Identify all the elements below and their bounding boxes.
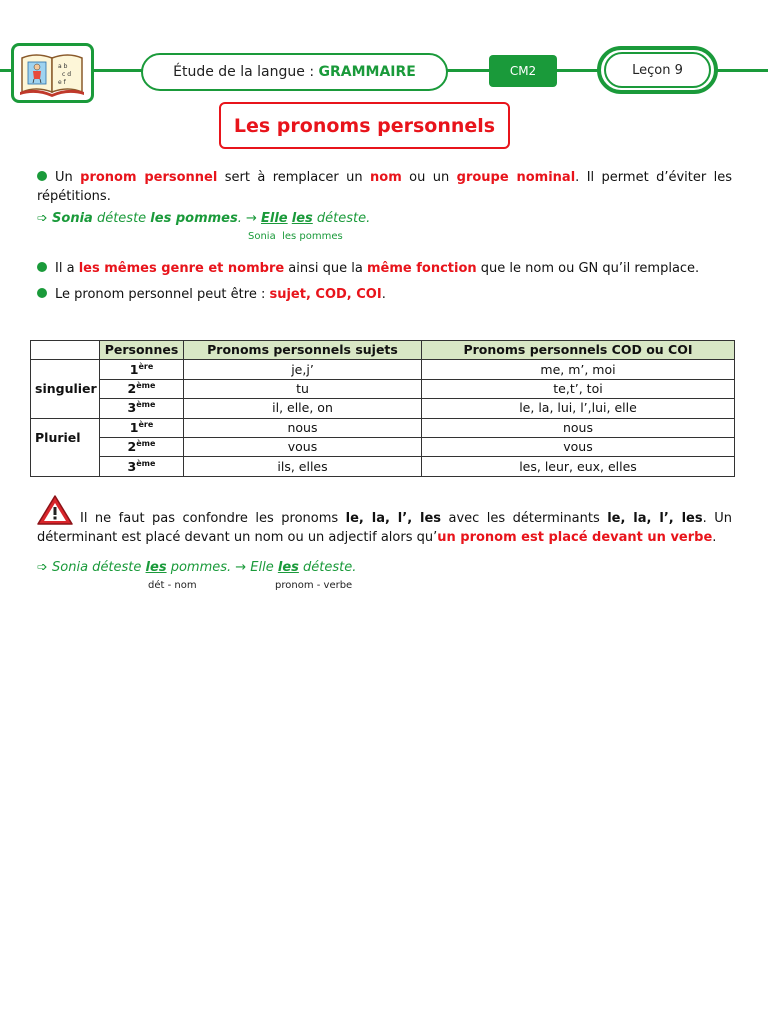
text: . Un déterminant est placé devant un nom ou un adjectif alors qu’: [37, 511, 732, 545]
rule-paragraph-1: [37, 168, 732, 206]
subject-pill: [141, 53, 448, 91]
open-book-icon: [14, 46, 91, 100]
example-2-annotation: pronom - verbe: [275, 580, 353, 591]
text: pommes. → Elle: [166, 560, 278, 575]
table-header: Personnes: [100, 341, 184, 360]
keyword: le, la, l’, les: [345, 511, 442, 526]
keyword: sujet, COD, COI: [269, 287, 382, 302]
example-1-annotation: [248, 231, 343, 242]
example-subject: Sonia: [52, 211, 93, 226]
subject-pronouns: nous: [184, 418, 422, 437]
keyword: groupe nominal: [456, 170, 576, 185]
svg-text:c d: c d: [62, 71, 72, 78]
text: sert à remplacer un: [217, 170, 371, 185]
subject-pronouns: il, elle, on: [184, 399, 422, 418]
object-pronouns: te,t’, toi: [422, 379, 735, 398]
rule-paragraph-3: [37, 285, 386, 304]
table-header-row: [31, 341, 735, 360]
group-label: singulier: [31, 360, 100, 418]
example-1: [37, 211, 370, 226]
text: . Il permet d’éviter les répétitions.: [37, 170, 732, 204]
text: déteste.: [312, 211, 371, 226]
object-pronouns: vous: [422, 437, 735, 456]
person-number: 1ère: [100, 418, 184, 437]
person-number: 1ère: [100, 360, 184, 379]
subject-pronouns: vous: [184, 437, 422, 456]
example-pronoun: Elle: [261, 211, 288, 226]
book-logo: [11, 43, 94, 103]
text: Sonia déteste: [52, 560, 146, 575]
rule-paragraph-2: [37, 259, 699, 278]
object-pronouns: les, leur, eux, elles: [422, 457, 735, 476]
text: ainsi que la: [284, 261, 367, 276]
person-number: 2ème: [100, 437, 184, 456]
text: que le nom ou GN qu’il remplace.: [476, 261, 700, 276]
example-2-annotation: dét - nom: [148, 580, 197, 591]
text: . →: [237, 211, 262, 226]
svg-text:a b: a b: [58, 63, 68, 70]
keyword: nom: [370, 170, 402, 185]
annotation: les pommes: [282, 231, 343, 242]
text: Il a: [55, 261, 79, 276]
warning-paragraph: [37, 509, 732, 547]
person-number: 3ème: [100, 457, 184, 476]
example-determiner: les: [145, 560, 167, 575]
example-pronoun: les: [277, 560, 299, 575]
table-row: [31, 457, 735, 476]
table-row: [31, 399, 735, 418]
page-title: Les pronoms personnels: [219, 102, 510, 149]
subject-pronouns: je,j’: [184, 360, 422, 379]
person-number: 3ème: [100, 399, 184, 418]
example-2: [37, 560, 356, 575]
person-number: 2ème: [100, 379, 184, 398]
example-pronoun: les: [291, 211, 313, 226]
table-header-empty: [31, 341, 100, 360]
subject-pronouns: ils, elles: [184, 457, 422, 476]
text: .: [381, 287, 386, 302]
table-header: Pronoms personnels sujets: [184, 341, 422, 360]
svg-text:e f: e f: [58, 79, 66, 86]
arrow-icon: ➩: [37, 211, 53, 226]
keyword: les mêmes genre et nombre: [78, 261, 285, 276]
arrow-icon: ➩: [37, 560, 53, 575]
lesson-badge: Leçon 9: [604, 52, 711, 88]
bullet-icon: [37, 262, 47, 272]
object-pronouns: nous: [422, 418, 735, 437]
table-row: [31, 379, 735, 398]
annotation: Sonia: [248, 231, 276, 242]
bullet-icon: [37, 288, 47, 298]
example-object: les pommes: [150, 211, 238, 226]
text: Un: [55, 170, 81, 185]
subject-pronouns: tu: [184, 379, 422, 398]
text: déteste: [92, 211, 151, 226]
group-label: Pluriel: [31, 418, 100, 476]
pronoun-table: [30, 340, 735, 477]
table-row: [31, 437, 735, 456]
keyword: même fonction: [366, 261, 477, 276]
text: .: [712, 530, 717, 545]
table-row: [31, 418, 735, 437]
subject-prefix: Étude de la langue :: [173, 64, 319, 80]
table-row: [31, 360, 735, 379]
table-header: Pronoms personnels COD ou COI: [422, 341, 735, 360]
subject-name: GRAMMAIRE: [318, 64, 416, 80]
keyword: le, la, l’, les: [607, 511, 703, 526]
text: Il ne faut pas confondre les pronoms: [80, 511, 346, 526]
text: Le pronom personnel peut être :: [55, 287, 270, 302]
text: déteste.: [298, 560, 357, 575]
text: ou un: [401, 170, 457, 185]
keyword: pronom personnel: [80, 170, 218, 185]
text: avec les déterminants: [441, 511, 608, 526]
keyword: un pronom est placé devant un verbe: [437, 530, 713, 545]
object-pronouns: me, m’, moi: [422, 360, 735, 379]
object-pronouns: le, la, lui, l’,lui, elle: [422, 399, 735, 418]
bullet-icon: [37, 171, 47, 181]
level-badge: CM2: [489, 55, 557, 87]
